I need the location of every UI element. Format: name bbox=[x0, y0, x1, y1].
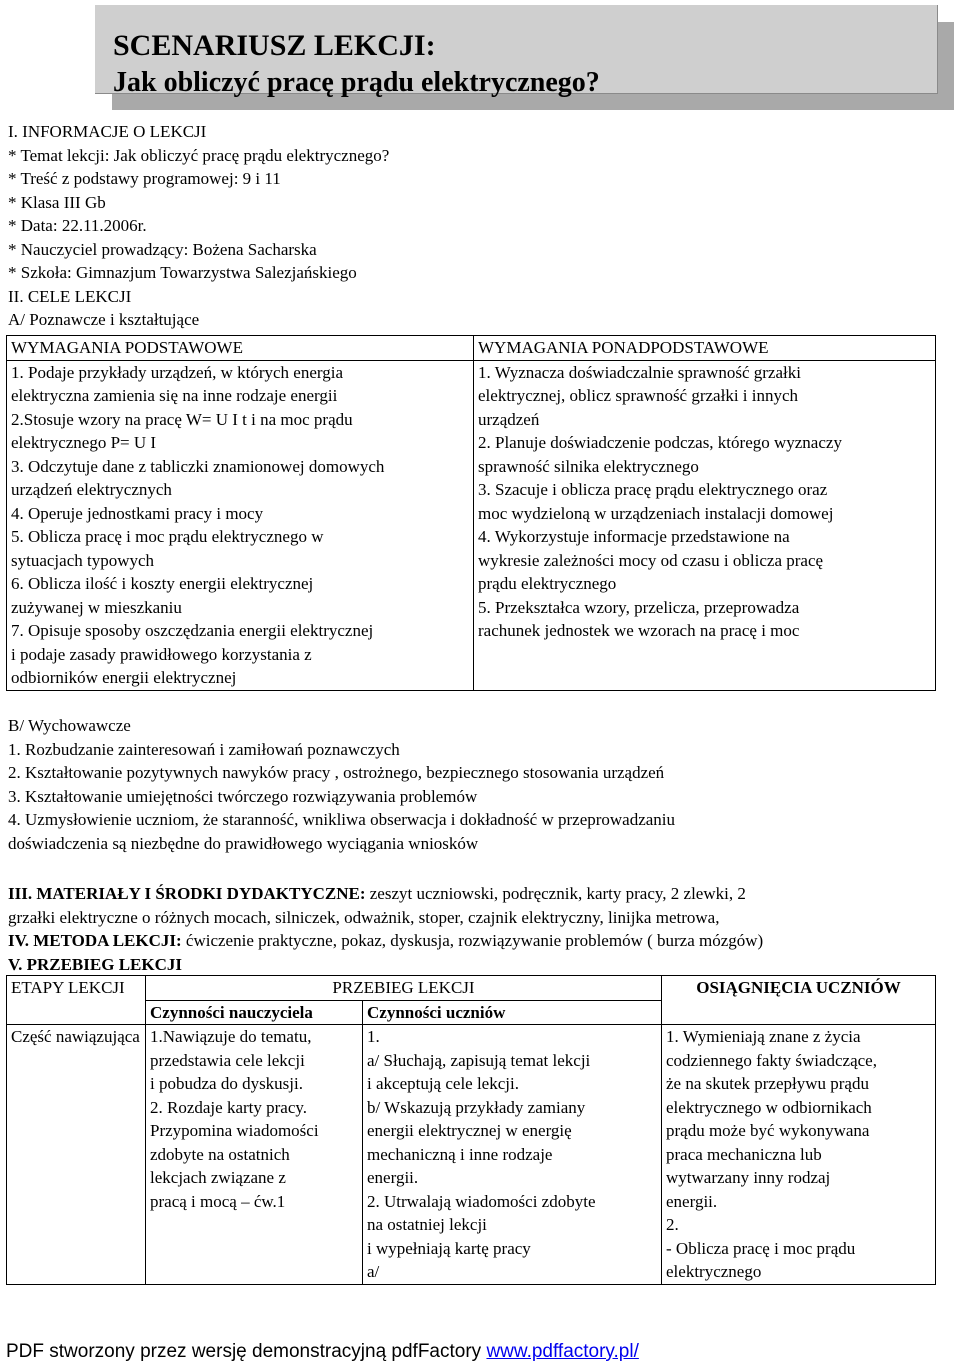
footer-text: PDF stworzony przez wersję demonstracyjną pdfFactory bbox=[6, 1341, 487, 1362]
teacher-activities-header: Czynności nauczyciela bbox=[146, 1000, 363, 1025]
subsection-cognitive: A/ Poznawcze i kształtujące bbox=[8, 310, 200, 329]
achievements-header: OSIĄGNIĘCIA UCZNIÓW bbox=[662, 976, 936, 1025]
student-activities-cell bbox=[363, 1025, 662, 1285]
list-item: i pobudza do dyskusji. bbox=[150, 1074, 303, 1093]
list-item: 1.Nawiązuje do tematu, bbox=[150, 1027, 312, 1046]
info-line-class: * Klasa III Gb bbox=[8, 192, 106, 212]
section-heading-materials: III. MATERIAŁY I ŚRODKI DYDAKTYCZNE: bbox=[8, 884, 366, 903]
lesson-course-table bbox=[6, 975, 936, 1285]
list-item: wykresie zależności mocy od czasu i oblicza pracę bbox=[478, 550, 824, 570]
list-item: 5. Oblicza pracę i moc prądu elektrycznego w bbox=[11, 527, 324, 546]
list-item: zużywanej w mieszkaniu bbox=[11, 597, 182, 617]
list-item: 1. Rozbudzanie zainteresowań i zamiłowań poznawczych bbox=[8, 739, 400, 759]
list-item: 3. Odczytuje dane z tabliczki znamionowej domowych bbox=[11, 456, 385, 476]
list-item: 1. Podaje przykłady urządzeń, w których energia bbox=[11, 362, 344, 382]
list-item: energii elektrycznej w energię bbox=[367, 1121, 572, 1140]
list-item: 2. Kształtowanie pozytywnych nawyków pracy , ostrożnego, bezpiecznego stosowania urządzeń bbox=[8, 763, 665, 782]
subsection-educational: B/ Wychowawcze bbox=[8, 716, 131, 735]
list-item: 2. bbox=[666, 1215, 679, 1234]
list-item: a/ Słuchają, zapisują temat lekcji bbox=[367, 1050, 591, 1070]
section-heading-method: IV. METODA LEKCJI: bbox=[8, 931, 182, 950]
list-item: doświadczenia są niezbędne do prawidłowego wyciągania wniosków bbox=[8, 833, 479, 853]
course-header: PRZEBIEG LEKCJI bbox=[146, 976, 662, 1001]
list-item: elektrycznego P= U I bbox=[11, 433, 157, 452]
list-item: lekcjach związane z bbox=[150, 1168, 286, 1187]
list-item: i podaje zasady prawidłowego korzystania z bbox=[11, 644, 312, 664]
requirements-table bbox=[6, 335, 936, 691]
list-item: b/ Wskazują przykłady zamiany bbox=[367, 1097, 586, 1117]
lesson-subtitle: Jak obliczyć pracę prądu elektrycznego? bbox=[113, 67, 600, 98]
stage-cell: Część nawiązująca bbox=[7, 1025, 146, 1285]
footer-link[interactable]: www.pdffactory.pl/ bbox=[486, 1341, 639, 1362]
materials-section bbox=[8, 882, 763, 976]
list-item: 3. Szacuje i oblicza pracę prądu elektrycznego oraz bbox=[478, 480, 828, 499]
list-item: zdobyte na ostatnich bbox=[150, 1144, 290, 1164]
list-item: 2. Planuje doświadczenie podczas, którego wyznaczy bbox=[478, 433, 842, 452]
list-item: i wypełniają kartę pracy bbox=[367, 1238, 531, 1258]
advanced-requirements-header: WYMAGANIA PONADPODSTAWOWE bbox=[474, 336, 936, 361]
student-activities-header: Czynności uczniów bbox=[363, 1000, 662, 1025]
list-item: 2. Rozdaje karty pracy. bbox=[150, 1097, 308, 1117]
materials-text: zeszyt uczniowski, podręcznik, karty pracy, 2 zlewki, 2 bbox=[365, 884, 746, 903]
info-line-teacher: * Nauczyciel prowadzący: Bożena Sacharska bbox=[8, 239, 317, 259]
achievements-cell bbox=[662, 1025, 936, 1285]
title-box bbox=[95, 5, 938, 98]
info-line-topic: * Temat lekcji: Jak obliczyć pracę prądu elektrycznego? bbox=[8, 145, 390, 165]
list-item: elektrycznej, oblicz sprawność grzałki i innych bbox=[478, 386, 799, 405]
list-item: rachunek jednostek we wzorach na pracę i moc bbox=[478, 621, 800, 640]
list-item: 4. Uzmysłowienie uczniom, że staranność, wnikliwa obserwacja i dokładność w przeprowadzaniu bbox=[8, 810, 676, 829]
list-item: praca mechaniczna lub bbox=[666, 1144, 822, 1164]
basic-requirements-header: WYMAGANIA PODSTAWOWE bbox=[7, 336, 474, 361]
list-item: i akceptują cele lekcji. bbox=[367, 1074, 519, 1093]
list-item: 4. Wykorzystuje informacje przedstawione na bbox=[478, 527, 790, 546]
info-line-curriculum: * Treść z podstawy programowej: 9 i 11 bbox=[8, 169, 281, 188]
list-item: 2.Stosuje wzory na pracę W= U I t i na moc prądu bbox=[11, 409, 353, 429]
list-item: a/ bbox=[367, 1262, 380, 1281]
section-heading-course: V. PRZEBIEG LEKCJI bbox=[8, 954, 182, 974]
list-item: Przypomina wiadomości bbox=[150, 1121, 319, 1140]
list-item: urządzeń elektrycznych bbox=[11, 480, 172, 499]
materials-text-continued: grzałki elektryczne o różnych mocach, silniczek, odważnik, stoper, czajnik elektryczny, linijka metrowa, bbox=[8, 907, 720, 927]
list-item: sytuacjach typowych bbox=[11, 550, 155, 570]
list-item: 2. Utrwalają wiadomości zdobyte bbox=[367, 1191, 596, 1211]
list-item: 1. bbox=[367, 1027, 380, 1046]
list-item: 4. Operuje jednostkami pracy i mocy bbox=[11, 503, 264, 523]
list-item: elektrycznego bbox=[666, 1262, 762, 1281]
pdf-footer bbox=[6, 1341, 639, 1363]
list-item: - Oblicza pracę i moc prądu bbox=[666, 1238, 856, 1258]
section-heading-info: I. INFORMACJE O LEKCJI bbox=[8, 122, 207, 141]
document-title: SCENARIUSZ LEKCJI: bbox=[113, 29, 436, 62]
list-item: przedstawia cele lekcji bbox=[150, 1050, 305, 1070]
list-item: 1. Wyznacza doświadczalnie sprawność grzałki bbox=[478, 362, 801, 382]
list-item: energii. bbox=[666, 1191, 718, 1211]
list-item: moc wydzieloną w urządzeniach instalacji domowej bbox=[478, 503, 834, 523]
method-text: ćwiczenie praktyczne, pokaz, dyskusja, rozwiązywanie problemów ( burza mózgów) bbox=[181, 931, 764, 950]
list-item: prądu elektrycznego bbox=[478, 574, 617, 593]
lesson-info bbox=[8, 120, 389, 332]
teacher-activities-cell bbox=[146, 1025, 363, 1285]
section-heading-goals: II. CELE LEKCJI bbox=[8, 286, 132, 306]
list-item: 5. Przekształca wzory, przelicza, przeprowadza bbox=[478, 597, 800, 617]
list-item: 3. Kształtowanie umiejętności twórczego rozwiązywania problemów bbox=[8, 786, 478, 806]
info-line-school: * Szkoła: Gimnazjum Towarzystwa Salezjańskiego bbox=[8, 263, 357, 282]
list-item: mechaniczną i inne rodzaje bbox=[367, 1144, 553, 1164]
educational-goals bbox=[8, 714, 675, 855]
basic-requirements-cell bbox=[7, 360, 474, 690]
list-item: prądu może być wykonywana bbox=[666, 1121, 870, 1140]
list-item: że na skutek przepływu prądu bbox=[666, 1074, 869, 1093]
list-item: pracą i mocą – ćw.1 bbox=[150, 1191, 286, 1211]
list-item: sprawność silnika elektrycznego bbox=[478, 456, 699, 476]
list-item: 7. Opisuje sposoby oszczędzania energii elektrycznej bbox=[11, 621, 374, 640]
list-item: 6. Oblicza ilość i koszty energii elektrycznej bbox=[11, 574, 314, 593]
advanced-requirements-cell bbox=[474, 360, 936, 690]
list-item: elektrycznego w odbiornikach bbox=[666, 1097, 872, 1117]
list-item: codziennego fakty świadczące, bbox=[666, 1050, 877, 1070]
list-item: na ostatniej lekcji bbox=[367, 1215, 487, 1234]
list-item: odbiorników energii elektrycznej bbox=[11, 668, 237, 687]
list-item: urządzeń bbox=[478, 409, 540, 429]
info-line-date: * Data: 22.11.2006r. bbox=[8, 216, 147, 235]
list-item: elektryczna zamienia się na inne rodzaje energii bbox=[11, 386, 338, 405]
stages-header: ETAPY LEKCJI bbox=[7, 976, 146, 1025]
list-item: wytwarzany inny rodzaj bbox=[666, 1168, 831, 1187]
list-item: 1. Wymieniają znane z życia bbox=[666, 1027, 861, 1046]
list-item: energii. bbox=[367, 1168, 419, 1187]
